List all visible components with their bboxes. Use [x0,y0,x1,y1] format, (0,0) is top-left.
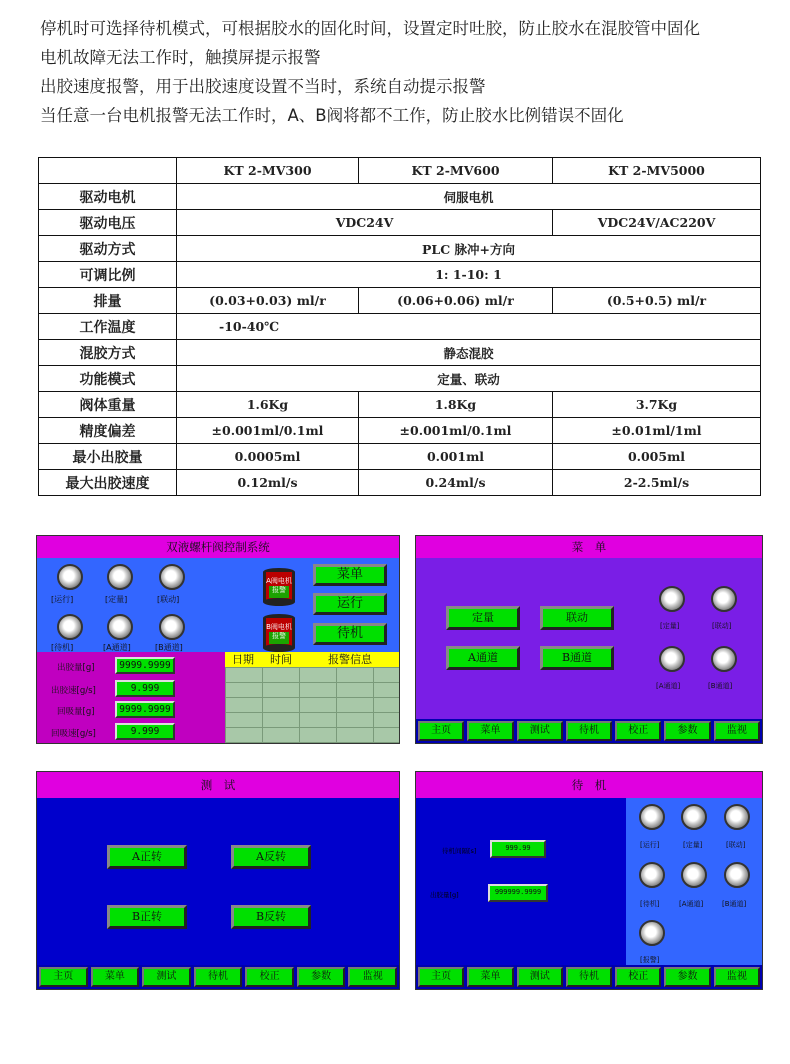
row-label: 最小出胶量 [39,444,177,470]
row-label: 可调比例 [39,262,177,288]
standby-button[interactable]: 待机 [313,623,387,645]
a-forward-button[interactable]: A正转 [107,845,187,869]
lamp-label: [待机] [640,900,660,908]
nav-params-button[interactable]: 参数 [297,967,346,987]
menu-button[interactable]: 菜单 [313,564,387,586]
cell: VDC24V [177,210,553,236]
row-label: 阀体重量 [39,392,177,418]
status-lamp-icon [159,614,185,640]
field-label: 待机间隔[s] [442,847,477,855]
nav-calibrate-button[interactable]: 校正 [615,967,661,987]
cell: ±0.001ml/0.1ml [359,418,553,444]
nav-standby-button[interactable]: 待机 [566,721,612,741]
nav-bar [37,965,399,989]
alarm-col-date: 日期 [232,653,254,666]
lamp-label: [报警] [640,956,660,964]
status-lamp-icon [724,804,750,830]
alarm-col-time: 时间 [270,653,292,666]
lamp-label: [运行] [640,841,660,849]
cell: PLC 脉冲+方向 [177,236,761,262]
status-lamp-icon [711,586,737,612]
intro-line: 当任意一台电机报警无法工作时，A、B阀将都不工作，防止胶水比例错误不固化 [40,106,624,125]
a-reverse-button[interactable]: A反转 [231,845,311,869]
nav-monitor-button[interactable]: 监视 [348,967,397,987]
lamp-label: [运行] [51,595,74,604]
status-lamp-icon [639,804,665,830]
table-row [39,158,761,184]
standby-interval-field[interactable]: 999.99 [490,840,546,858]
status-lamp-icon [659,646,685,672]
intro-line: 停机时可选择待机模式，可根据胶水的固化时间，设置定时吐胶，防止胶水在混胶管中固化 [40,19,700,38]
cell: 0.24ml/s [359,470,553,496]
status-lamp-icon [724,862,750,888]
status-lamp-icon [681,862,707,888]
lamp-label: [A通道] [656,682,681,690]
nav-standby-button[interactable]: 待机 [566,967,612,987]
standby-output-field[interactable]: 999999.9999 [488,884,548,902]
alarm-header [225,652,399,667]
cell: 1.8Kg [359,392,553,418]
table-row [39,210,761,236]
intro-line: 电机故障无法工作时，触摸屏提示报警 [40,48,321,67]
lamp-label: [待机] [51,643,74,652]
table-row [39,470,761,496]
cell: ±0.001ml/0.1ml [177,418,359,444]
status-lamp-icon [159,564,185,590]
row-label: 混胶方式 [39,340,177,366]
status-lamp-icon [711,646,737,672]
nav-bar [416,965,762,989]
nav-test-button[interactable]: 测试 [517,967,563,987]
table-row [39,236,761,262]
cell: 1: 1-10: 1 [177,262,761,288]
nav-calibrate-button[interactable]: 校正 [245,967,294,987]
row-label: 最大出胶速度 [39,470,177,496]
suckback-speed-field[interactable]: 9.999 [115,723,175,740]
lamp-label: [B通道] [708,682,733,690]
lamp-label: [联动] [712,622,732,630]
panel-title: 双液螺杆阀控制系统 [37,536,399,558]
panel-title: 测 试 [37,772,399,798]
field-label: 回吸量[g] [57,707,95,717]
cell: ±0.01ml/1ml [553,418,761,444]
test-panel [36,771,400,990]
lamp-label: [定量] [660,622,680,630]
table-row [39,392,761,418]
alarm-log-table [225,652,399,743]
channel-a-button[interactable]: A通道 [446,646,520,670]
table-row [39,340,761,366]
lamp-label: [联动] [726,841,746,849]
cell: 0.005ml [553,444,761,470]
cell: 伺服电机 [177,184,761,210]
nav-test-button[interactable]: 测试 [517,721,563,741]
table-row [39,314,761,340]
status-lamp-icon [57,564,83,590]
cell: 2-2.5ml/s [553,470,761,496]
cell: 0.12ml/s [177,470,359,496]
table-row [39,262,761,288]
menu-panel [415,535,763,744]
nav-params-button[interactable]: 参数 [664,967,710,987]
row-label: 功能模式 [39,366,177,392]
nav-home-button[interactable]: 主页 [39,967,88,987]
status-lamp-icon [107,564,133,590]
linkage-button[interactable]: 联动 [540,606,614,630]
row-label: 驱动方式 [39,236,177,262]
b-reverse-button[interactable]: B反转 [231,905,311,929]
cell: 1.6Kg [177,392,359,418]
status-lamp-icon [57,614,83,640]
field-label: 出胶量[g] [57,663,95,673]
main-control-panel [36,535,400,744]
field-label: 出胶量[g] [430,891,459,899]
nav-bar [416,719,762,743]
table-row [39,418,761,444]
alarm-col-message: 报警信息 [328,653,372,666]
cell: (0.06+0.06) ml/r [359,288,553,314]
channel-b-button[interactable]: B通道 [540,646,614,670]
standby-panel [415,771,763,990]
b-forward-button[interactable]: B正转 [107,905,187,929]
nav-home-button[interactable]: 主页 [418,721,464,741]
lamp-label: [B通道] [722,900,747,908]
nav-monitor-button[interactable]: 监视 [714,967,760,987]
nav-calibrate-button[interactable]: 校正 [615,721,661,741]
cell: VDC24V/AC220V [553,210,761,236]
cell: 3.7Kg [553,392,761,418]
spec-table [38,157,761,496]
alarm-grid [225,667,399,743]
lamp-label: [A通道] [103,643,131,652]
status-lamp-icon [681,804,707,830]
lamp-label: [定量] [105,595,128,604]
field-label: 出胶速[g/s] [51,686,96,696]
table-row [39,184,761,210]
tank-label: A阀电机报警 [266,577,292,594]
cell: -10-40℃ [177,314,761,340]
field-label: 回吸速[g/s] [51,729,96,739]
table-row [39,366,761,392]
nav-menu-button[interactable]: 菜单 [91,967,140,987]
menu-area [416,558,762,719]
suckback-amount-field[interactable]: 9999.9999 [115,701,175,718]
model-header: KT 2-MV600 [359,158,553,184]
nav-menu-button[interactable]: 菜单 [467,721,513,741]
output-amount-field[interactable]: 9999.9999 [115,657,175,674]
cell: 静态混胶 [177,340,761,366]
row-label: 驱动电压 [39,210,177,236]
table-row [39,288,761,314]
cell: (0.03+0.03) ml/r [177,288,359,314]
panel-title: 待 机 [416,772,762,798]
status-lamp-icon [639,862,665,888]
lamp-label: [联动] [157,595,180,604]
status-lamp-icon [107,614,133,640]
row-label: 工作温度 [39,314,177,340]
run-button[interactable]: 运行 [313,593,387,615]
status-lamp-icon [639,920,665,946]
row-label: 精度偏差 [39,418,177,444]
row-label: 驱动电机 [39,184,177,210]
nav-menu-button[interactable]: 菜单 [467,967,513,987]
lamp-label: [A通道] [679,900,704,908]
lamp-label: [B通道] [155,643,183,652]
nav-home-button[interactable]: 主页 [418,967,464,987]
nav-monitor-button[interactable]: 监视 [714,721,760,741]
output-speed-field[interactable]: 9.999 [115,680,175,697]
lamp-label: [定量] [683,841,703,849]
model-header: KT 2-MV5000 [553,158,761,184]
nav-params-button[interactable]: 参数 [664,721,710,741]
panel-title: 菜 单 [416,536,762,558]
status-lamp-icon [659,586,685,612]
motor-alarm-tank-icon [263,614,295,652]
table-row [39,444,761,470]
nav-test-button[interactable]: 测试 [142,967,191,987]
row-label: 排量 [39,288,177,314]
quantitative-button[interactable]: 定量 [446,606,520,630]
header-blank [39,158,177,184]
motor-alarm-tank-icon [263,568,295,606]
tank-label: B阀电机报警 [266,623,292,640]
model-header: KT 2-MV300 [177,158,359,184]
intro-text [40,14,780,130]
cell: 0.001ml [359,444,553,470]
intro-line: 出胶速度报警，用于出胶速度设置不当时，系统自动提示报警 [40,77,486,96]
cell: 0.0005ml [177,444,359,470]
cell: 定量、联动 [177,366,761,392]
nav-standby-button[interactable]: 待机 [194,967,243,987]
cell: (0.5+0.5) ml/r [553,288,761,314]
